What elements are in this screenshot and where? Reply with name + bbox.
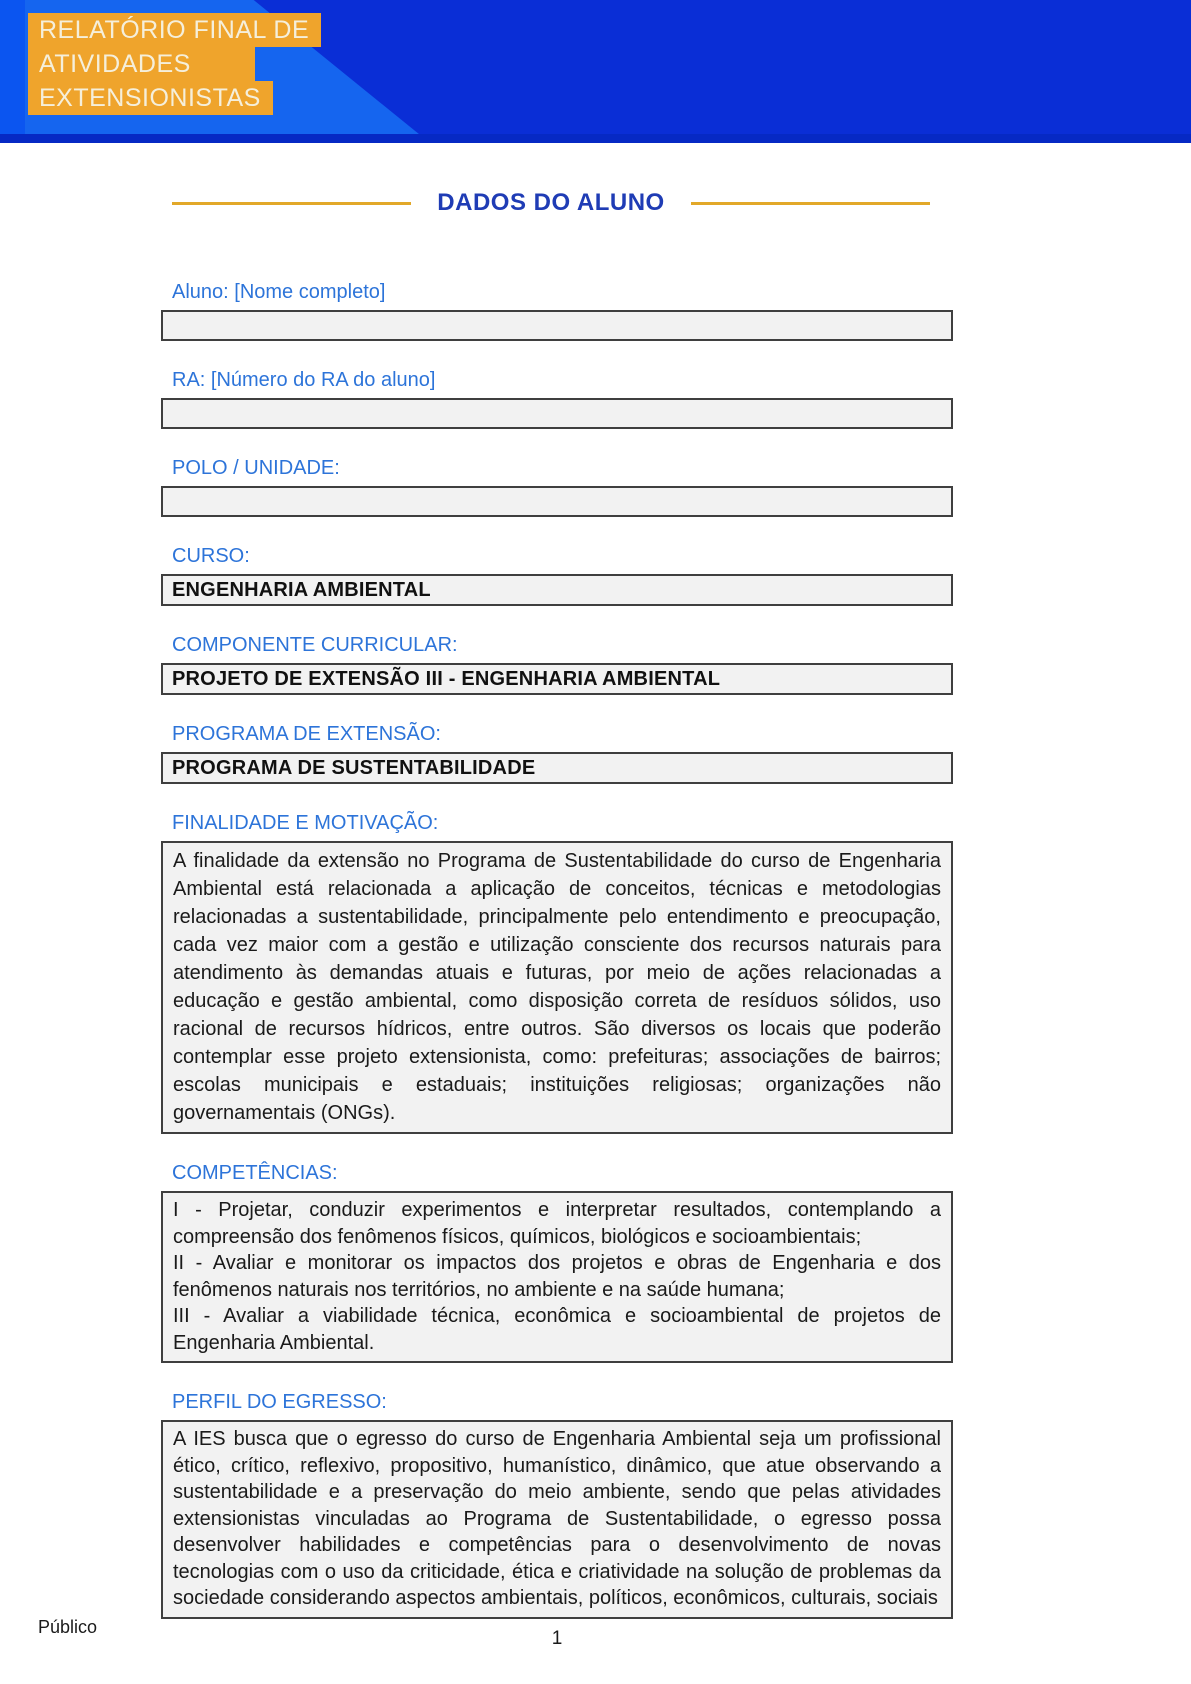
- field-value-componente-curricular: PROJETO DE EXTENSÃO III - ENGENHARIA AMBIENTAL: [161, 663, 953, 695]
- field-input-ra[interactable]: [161, 398, 953, 429]
- section-label-perfil-egresso: PERFIL DO EGRESSO:: [172, 1391, 387, 1413]
- competencia-item-3: III - Avaliar a viabilidade técnica, econômica e socioambiental de projetos de Engenharia Ambiental.: [173, 1305, 941, 1354]
- field-label-ra: RA: [Número do RA do aluno]: [172, 369, 436, 391]
- field-label-polo-unidade: POLO / UNIDADE:: [172, 457, 340, 479]
- section-label-finalidade-motivacao: FINALIDADE E MOTIVAÇÃO:: [172, 812, 439, 834]
- field-label-programa-extensao: PROGRAMA DE EXTENSÃO:: [172, 723, 441, 745]
- section-competencias: [161, 1162, 953, 1363]
- section-text-competencias: [161, 1191, 953, 1363]
- heading-rule-left: [172, 202, 411, 205]
- field-curso: [161, 545, 953, 606]
- field-label-componente-curricular: COMPONENTE CURRICULAR:: [172, 634, 458, 656]
- report-title: [28, 13, 321, 115]
- field-value-curso: ENGENHARIA AMBIENTAL: [161, 574, 953, 606]
- competencia-item-1: I - Projetar, conduzir experimentos e interpretar resultados, contemplando a compreensão dos fenômenos físicos, químicos, biológicos e socioambientais;: [173, 1199, 941, 1248]
- field-programa-extensao: [161, 723, 953, 784]
- section-label-competencias: COMPETÊNCIAS:: [172, 1162, 338, 1184]
- field-aluno: [161, 281, 953, 341]
- section-heading: [172, 189, 930, 217]
- report-title-line-1: RELATÓRIO FINAL DE: [28, 13, 321, 47]
- page-number: 1: [551, 1627, 563, 1649]
- page-title: DADOS DO ALUNO: [437, 189, 665, 216]
- field-polo-unidade: [161, 457, 953, 517]
- field-label-aluno: Aluno: [Nome completo]: [172, 281, 386, 303]
- header-banner: [0, 0, 1191, 143]
- field-componente-curricular: [161, 634, 953, 695]
- competencia-item-2: II - Avaliar e monitorar os impactos dos projetos e obras de Engenharia e dos fenômenos naturais nos territórios, no ambiente e na saúde humana;: [173, 1252, 941, 1301]
- section-finalidade-motivacao: [161, 812, 953, 1134]
- paragraph: A IES busca que o egresso do curso de Engenharia Ambiental seja um profissional ético, crítico, reflexivo, propositivo, humanístico, dinâmico, que atue observando a sustentabilidade e a preservação do meio ambiente, sendo que pelas atividades extensionistas vinculadas ao Programa de Sustentabilidade, o egresso possa desenvolver habilidades e competências para o desenvolvimento de novas tecnologias com o uso da criticidade, ética e criatividade na solução de problemas da sociedade considerando aspectos ambientais, políticos, econômicos, culturais, sociais: [173, 1428, 941, 1609]
- field-input-polo-unidade[interactable]: [161, 486, 953, 517]
- banner-bottom-strip: [0, 134, 1191, 143]
- report-title-line-2: ATIVIDADES: [28, 47, 255, 81]
- field-label-curso: CURSO:: [172, 545, 250, 567]
- classification-label: Público: [38, 1617, 98, 1637]
- section-text-perfil-egresso: [161, 1420, 953, 1619]
- paragraph: A finalidade da extensão no Programa de Sustentabilidade do curso de Engenharia Ambiental está relacionada a aplicação de conceitos, técnicas e metodologias relacionadas a sustentabilidade, principalmente pelo entendimento e preocupação, cada vez maior com a gestão e utilização consciente dos recursos naturais para atendimento às demandas atuais e futuras, por meio de ações relacionadas a educação e gestão ambiental, como disposição correta de resíduos sólidos, uso racional de recursos hídricos, entre outros. São diversos os locais que poderão contemplar esse projeto extensionista, como: prefeituras; associações de bairros; escolas municipais e estaduais; instituições religiosas; organizações não governamentais (ONGs).: [173, 850, 941, 1124]
- form-content: [161, 281, 953, 1619]
- section-perfil-egresso: [161, 1391, 953, 1619]
- heading-rule-right: [691, 202, 930, 205]
- section-text-finalidade-motivacao: [161, 841, 953, 1134]
- field-input-aluno[interactable]: [161, 310, 953, 341]
- field-value-programa-extensao: PROGRAMA DE SUSTENTABILIDADE: [161, 752, 953, 784]
- field-ra: [161, 369, 953, 429]
- banner-left-strip: [0, 0, 25, 143]
- report-title-line-3: EXTENSIONISTAS: [28, 81, 273, 115]
